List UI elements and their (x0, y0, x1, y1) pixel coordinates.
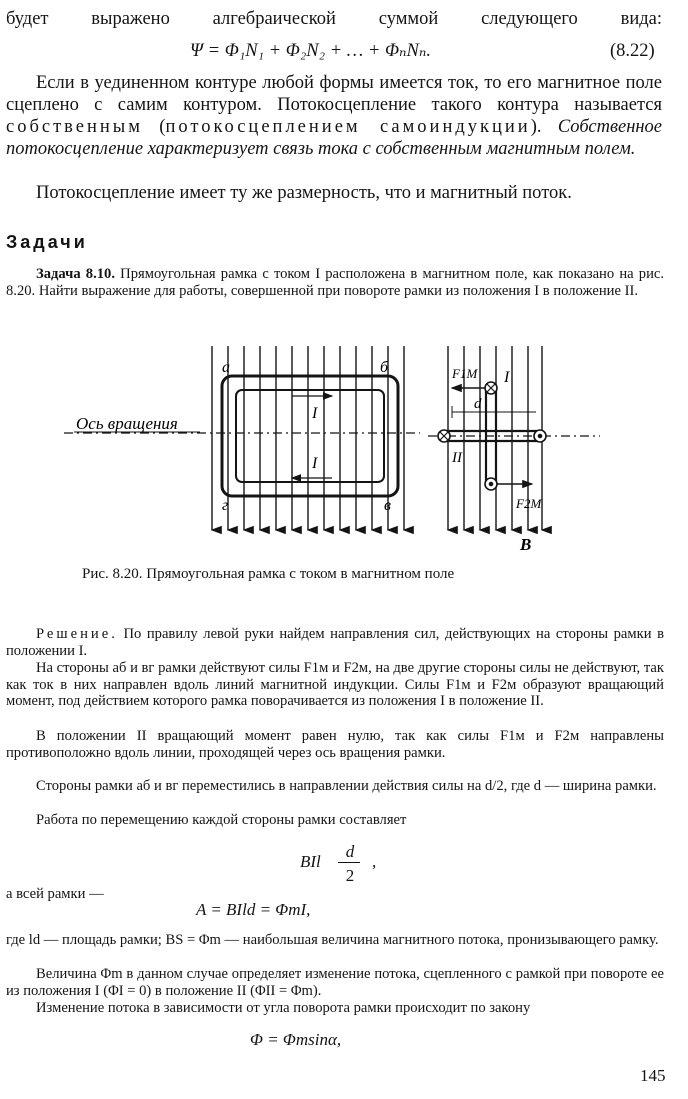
solution-label: Решение. (36, 626, 118, 642)
solution-s1-text: По правилу левой руки найдем направления сил, действующих на стороны рамки в положении I. (6, 626, 664, 659)
formula3: Φ = Φmsinα, (250, 1030, 342, 1049)
term-self-induction: потокосцеплением самоиндукции (165, 117, 531, 137)
solution-s7: где ld — площадь рамки; BS = Φm — наибольшая величина магнитного потока, пронизывающего рамку. (6, 932, 659, 948)
label-F2M: F2M (516, 496, 542, 511)
page-number: 145 (640, 1066, 666, 1085)
equation-number: (8.22) (610, 41, 655, 61)
formula1-left: BIl (300, 852, 321, 871)
formula1-tail: , (372, 852, 377, 871)
section-heading: Задачи (6, 232, 88, 252)
intro-line: будет выражено алгебраической суммой следующего вида: (6, 9, 662, 29)
problem-statement (6, 266, 664, 299)
current-bottom-label: I (312, 455, 318, 472)
formula1-fraction-bar (338, 862, 360, 863)
problem-label: Задача 8.10. (36, 266, 115, 282)
problem-text: Прямоугольная рамка с током I расположена в магнитном поле, как показано на рис. 8.20. Найти выражение для работы, совершенной при повороте рамки из положения I в положение II. (6, 266, 665, 299)
corner-a: а (222, 359, 230, 376)
formula2: A = BIld = ΦmI, (196, 900, 311, 919)
solution-s1 (6, 626, 664, 659)
solution-s5: Работа по перемещению каждой стороны рамки составляет (36, 812, 407, 828)
corner-v: в (384, 497, 391, 514)
paragraph-self-flux (6, 72, 662, 160)
p1-text: Если в уединенном контуре любой формы имеется ток, то его магнитное поле сцеплено с самим контуром. Потокосцепление такого контура называется (6, 73, 662, 115)
field-lines-left (212, 346, 404, 530)
solution-s2: На стороны аб и вг рамки действуют силы F1м и F2м, на две другие стороны силы не действуют, так как ток в них направлен вдоль линий магнитной индукции. Силы F1м и F2м образуют вращающий момент, под действием которого рамка поворачивается из положения I в положение II. (6, 660, 664, 710)
solution-s8: Величина Φm в данном случае определяет изменение потока, сцепленного с рамкой при повороте ее из положения I (ΦI = 0) в положение II (ΦII = Φm). (6, 966, 664, 999)
term-sobstvennym: собственным (6, 117, 143, 137)
solution-s9: Изменение потока в зависимости от угла поворота рамки происходит по закону (36, 1000, 531, 1016)
formula1-numerator: d (345, 842, 355, 861)
axis-label: Ось вращения (76, 414, 178, 433)
p1-paren-close: ). (530, 117, 542, 137)
corner-b: б (380, 359, 389, 376)
p1-paren-open: ( (159, 117, 166, 137)
solution-s6: а всей рамки — (6, 886, 104, 902)
paragraph-dimension: Потокосцепление имеет ту же размерность, что и магнитный поток. (36, 183, 572, 203)
formula1-denominator: 2 (345, 866, 355, 885)
corner-g: г (222, 497, 229, 514)
label-F1M: F1M (452, 366, 478, 381)
label-B: B (520, 535, 532, 554)
p1-italic: Собственное потокосцепление характеризует связь тока с собственным магнитным полем. (6, 117, 663, 159)
solution-s4: Стороны рамки аб и вг переместились в направлении действия силы на d/2, где d — ширина рамки. (36, 778, 657, 794)
label-II: II (452, 450, 462, 466)
figure-8-20 (0, 338, 688, 568)
equation-8-22: Ψ = Φ₁N₁ + Φ₂N₂ + … + ΦₙNₙ. (190, 41, 432, 61)
current-top-label: I (312, 405, 318, 422)
label-I-right: I (504, 369, 510, 386)
label-d: d (474, 396, 482, 412)
figure-caption: Рис. 8.20. Прямоугольная рамка с током в магнитном поле (82, 566, 455, 582)
solution-s3: В положении II вращающий момент равен нулю, так как силы F1м и F2м направлены противоположно вдоль линии, проходящей через ось вращения рамки. (6, 728, 664, 761)
